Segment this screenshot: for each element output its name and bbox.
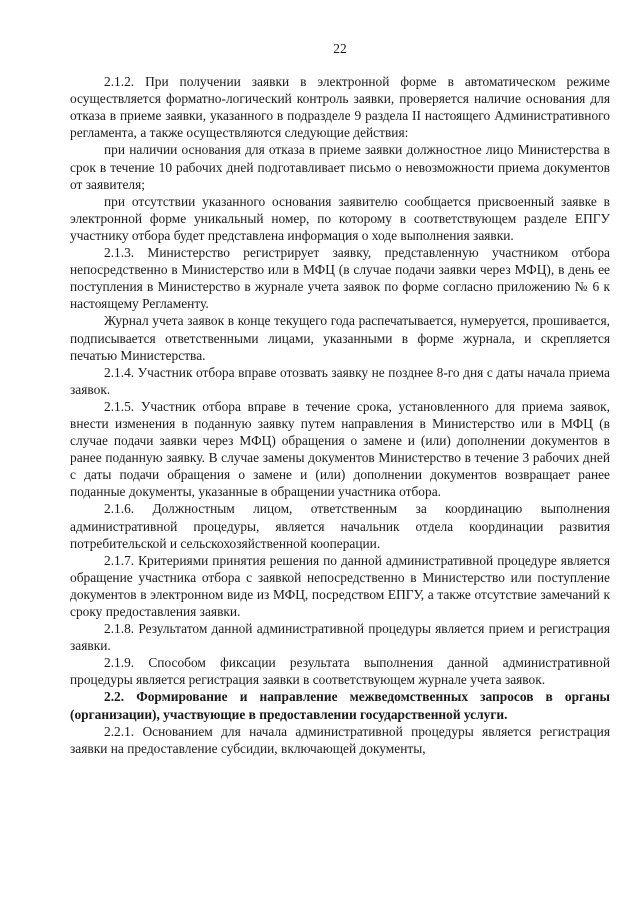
paragraph-2-1-2: 2.1.2. При получении заявки в электронной форме в автоматическом режиме осуществляется форматно-логический контроль заявки, проверяется наличие основания для отказа в приеме заявки, указанного в подразделе 9 раздела II настоящего Административного регламента, а также осуществляются следующие действия: (70, 74, 610, 141)
paragraph-2-1-5: 2.1.5. Участник отбора вправе в течение срока, установленного для приема заявок, внести изменения в поданную заявку путем направления в Министерство или в МФЦ (в случае подачи заявки через МФЦ) обращения о замене и (или) дополнении документов в ранее поданную заявку. В случае замены документов Министерство в течение 3 рабочих дней с даты подачи обращения о замене и (или) дополнении документов возвращает ранее поданные документы, указанные в обращении участника отбора. (70, 398, 610, 500)
page-number: 22 (333, 41, 347, 56)
paragraph-2-1-9: 2.1.9. Способом фиксации результата выполнения данной административной процедуры является регистрация заявки в соответствующем журнале учета заявок. (70, 655, 610, 688)
paragraph-2-1-4: 2.1.4. Участник отбора вправе отозвать заявку не позднее 8-го дня с даты начала приема заявок. (70, 364, 610, 397)
section-heading-2-2: 2.2. Формирование и направление межведомственных запросов в органы (организации), участвующие в предоставлении государственной услуги. (70, 689, 610, 722)
paragraph-refusal-case: при наличии основания для отказа в приеме заявки должностное лицо Министерства в срок в течение 10 рабочих дней подготавливает письмо о невозможности приема документов от заявителя; (70, 142, 610, 192)
paragraph-2-2-1: 2.2.1. Основанием для начала административной процедуры является регистрация заявки на предоставление субсидии, включающей документы, (70, 723, 610, 756)
paragraph-no-refusal-case: при отсутствии указанного основания заявителю сообщается присвоенный заявке в электронной форме уникальный номер, по которому в соответствующем разделе ЕПГУ участнику отбора будет представлена информация о ходе выполнения заявки. (70, 193, 610, 243)
paragraph-2-1-8: 2.1.8. Результатом данной административной процедуры является прием и регистрация заявки. (70, 621, 610, 654)
paragraph-journal: Журнал учета заявок в конце текущего года распечатывается, нумеруется, прошивается, подписывается ответственными лицами, указанными в форме журнала, и скрепляется печатью Министерства. (70, 313, 610, 363)
paragraph-2-1-6: 2.1.6. Должностным лицом, ответственным за координацию выполнения административной процедуры, является начальник отдела координации развития потребительской и сельскохозяйственной кооперации. (70, 501, 610, 551)
paragraph-2-1-3: 2.1.3. Министерство регистрирует заявку, представленную участником отбора непосредственно в Министерство или в МФЦ (в случае подачи заявки через МФЦ), в день ее поступления в Министерство в журнале учета заявок по форме согласно приложению № 6 к настоящему Регламенту. (70, 245, 610, 312)
paragraph-2-1-7: 2.1.7. Критериями принятия решения по данной административной процедуре является обращение участника отбора с заявкой непосредственно в Министерство или поступление документов в электронном виде из МФЦ, посредством ЕПГУ, а также отсутствие замечаний к сроку предоставления заявки. (70, 552, 610, 619)
